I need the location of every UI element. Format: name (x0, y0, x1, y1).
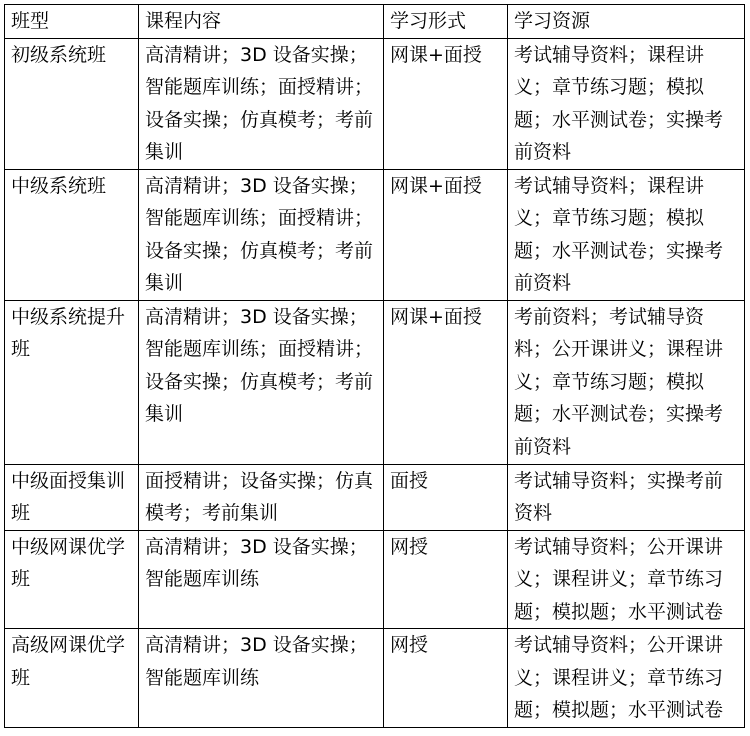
table-row (5, 38, 745, 169)
table-row (5, 629, 745, 728)
header-study-resources: 学习资源 (508, 5, 745, 39)
study-format-cell: 网课+面授 (384, 38, 508, 169)
study-format-cell: 网授 (384, 530, 508, 629)
study-resources-cell: 考试辅导资料；课程讲义；章节练习题；模拟题；水平测试卷；实操考前资料 (508, 169, 745, 300)
study-resources-cell: 考试辅导资料；公开课讲义；课程讲义；章节练习题；模拟题；水平测试卷 (508, 629, 745, 728)
course-table (4, 4, 745, 728)
course-content-cell: 面授精讲；设备实操；仿真模考；考前集训 (139, 464, 384, 530)
table-row (5, 300, 745, 464)
class-type-cell: 中级网课优学班 (5, 530, 139, 629)
course-content-cell: 高清精讲；3D 设备实操；智能题库训练 (139, 530, 384, 629)
study-format-cell: 面授 (384, 464, 508, 530)
course-content-cell: 高清精讲；3D 设备实操；智能题库训练；面授精讲；设备实操；仿真模考；考前集训 (139, 38, 384, 169)
study-format-cell: 网授 (384, 629, 508, 728)
class-type-cell: 中级系统班 (5, 169, 139, 300)
header-course-content: 课程内容 (139, 5, 384, 39)
table-row (5, 169, 745, 300)
table-row (5, 530, 745, 629)
table-row (5, 464, 745, 530)
course-content-cell: 高清精讲；3D 设备实操；智能题库训练；面授精讲；设备实操；仿真模考；考前集训 (139, 169, 384, 300)
study-resources-cell: 考试辅导资料；公开课讲义；课程讲义；章节练习题；模拟题；水平测试卷 (508, 530, 745, 629)
table-header-row (5, 5, 745, 39)
class-type-cell: 高级网课优学班 (5, 629, 139, 728)
header-study-format: 学习形式 (384, 5, 508, 39)
course-content-cell: 高清精讲；3D 设备实操；智能题库训练；面授精讲；设备实操；仿真模考；考前集训 (139, 300, 384, 464)
study-resources-cell: 考试辅导资料；课程讲义；章节练习题；模拟题；水平测试卷；实操考前资料 (508, 38, 745, 169)
header-class-type: 班型 (5, 5, 139, 39)
study-format-cell: 网课+面授 (384, 300, 508, 464)
study-resources-cell: 考试辅导资料；实操考前资料 (508, 464, 745, 530)
class-type-cell: 中级面授集训班 (5, 464, 139, 530)
study-format-cell: 网课+面授 (384, 169, 508, 300)
course-content-cell: 高清精讲；3D 设备实操；智能题库训练 (139, 629, 384, 728)
class-type-cell: 中级系统提升班 (5, 300, 139, 464)
class-type-cell: 初级系统班 (5, 38, 139, 169)
study-resources-cell: 考前资料；考试辅导资料；公开课讲义；课程讲义；章节练习题；模拟题；水平测试卷；实操考前资料 (508, 300, 745, 464)
